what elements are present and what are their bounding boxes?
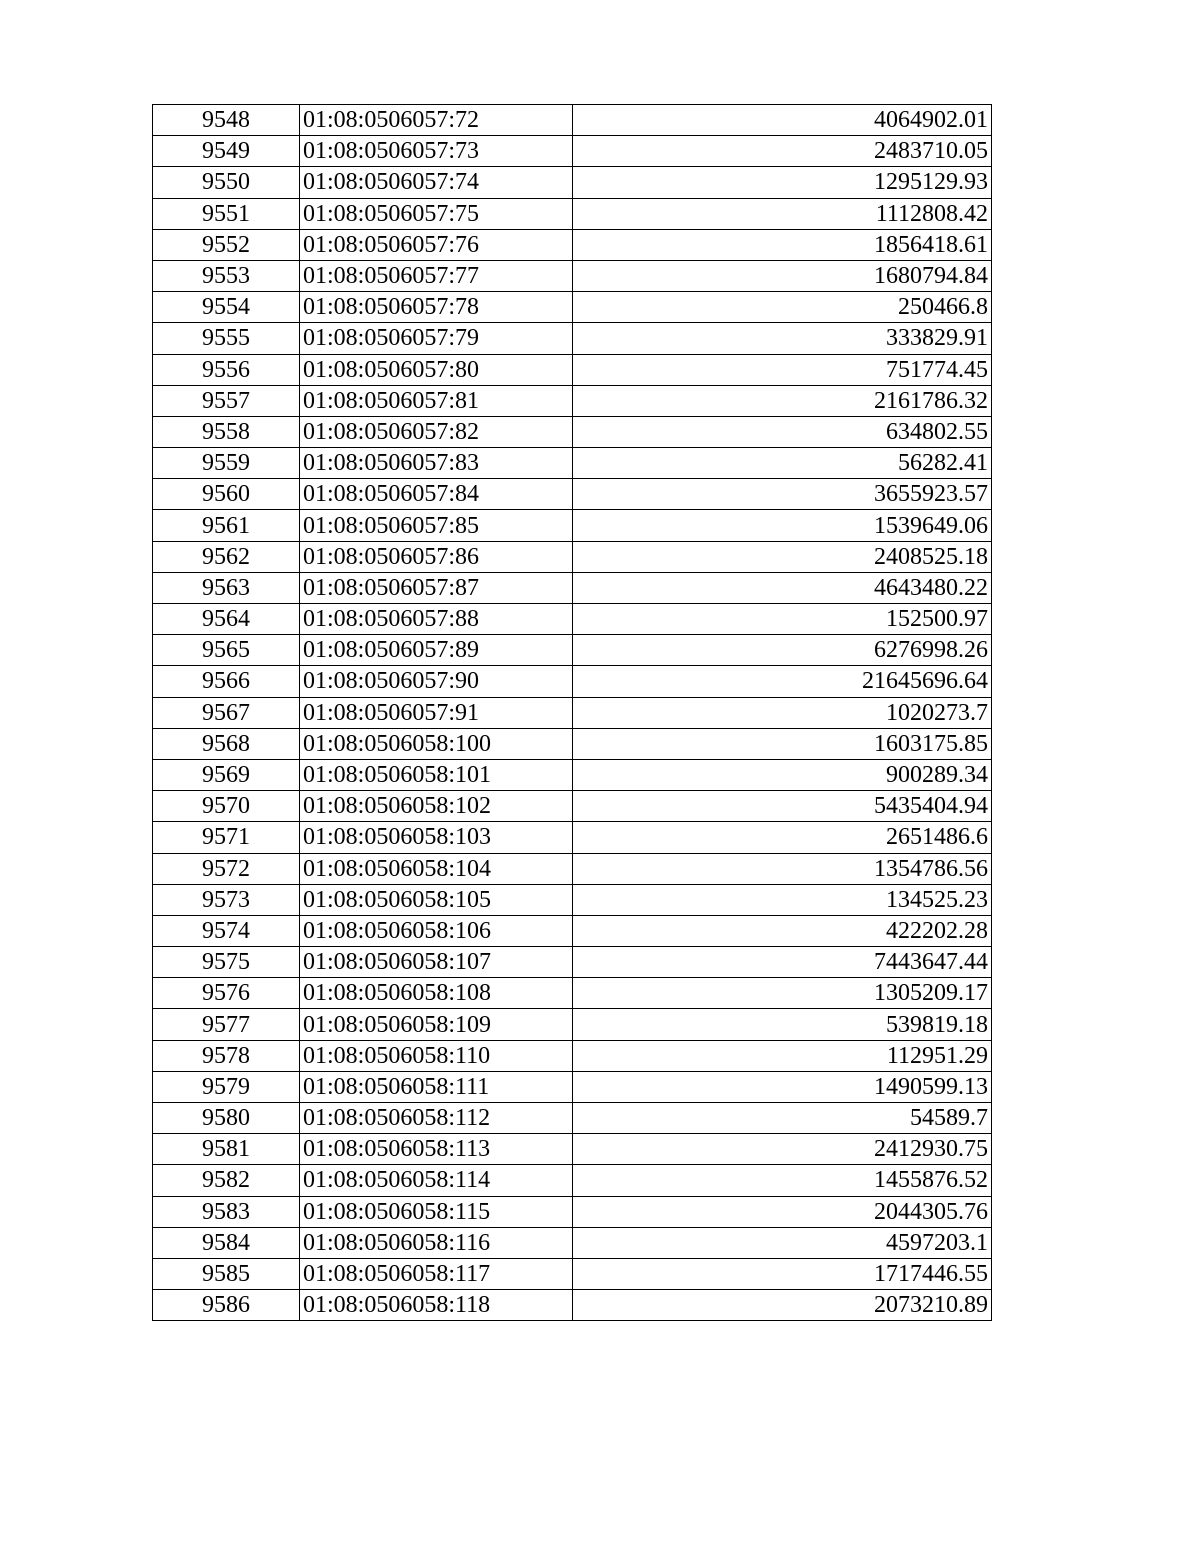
table-row xyxy=(153,385,992,416)
data-table xyxy=(152,104,992,1321)
value-cell: 2044305.76 xyxy=(573,1196,992,1227)
row-number-cell: 9586 xyxy=(153,1290,300,1321)
row-number-cell: 9578 xyxy=(153,1040,300,1071)
row-number-cell: 9582 xyxy=(153,1165,300,1196)
table-row xyxy=(153,167,992,198)
table-row xyxy=(153,915,992,946)
value-cell: 1680794.84 xyxy=(573,260,992,291)
table-row xyxy=(153,759,992,790)
row-number-cell: 9577 xyxy=(153,1009,300,1040)
value-cell: 2483710.05 xyxy=(573,136,992,167)
row-number-cell: 9568 xyxy=(153,728,300,759)
row-number-cell: 9562 xyxy=(153,541,300,572)
cadastral-number-cell: 01:08:0506057:82 xyxy=(300,416,573,447)
row-number-cell: 9565 xyxy=(153,635,300,666)
cadastral-number-cell: 01:08:0506057:83 xyxy=(300,448,573,479)
value-cell: 751774.45 xyxy=(573,354,992,385)
cadastral-number-cell: 01:08:0506058:112 xyxy=(300,1103,573,1134)
value-cell: 1490599.13 xyxy=(573,1071,992,1102)
table-row xyxy=(153,448,992,479)
row-number-cell: 9552 xyxy=(153,229,300,260)
value-cell: 152500.97 xyxy=(573,604,992,635)
row-number-cell: 9569 xyxy=(153,759,300,790)
value-cell: 7443647.44 xyxy=(573,947,992,978)
row-number-cell: 9559 xyxy=(153,448,300,479)
value-cell: 1539649.06 xyxy=(573,510,992,541)
value-cell: 3655923.57 xyxy=(573,479,992,510)
table-row xyxy=(153,978,992,1009)
table-row xyxy=(153,323,992,354)
table-row xyxy=(153,105,992,136)
cadastral-number-cell: 01:08:0506058:117 xyxy=(300,1258,573,1289)
cadastral-number-cell: 01:08:0506058:103 xyxy=(300,822,573,853)
value-cell: 1305209.17 xyxy=(573,978,992,1009)
table-row xyxy=(153,416,992,447)
cadastral-number-cell: 01:08:0506058:105 xyxy=(300,884,573,915)
row-number-cell: 9579 xyxy=(153,1071,300,1102)
value-cell: 2651486.6 xyxy=(573,822,992,853)
value-cell: 1112808.42 xyxy=(573,198,992,229)
table-row xyxy=(153,947,992,978)
row-number-cell: 9549 xyxy=(153,136,300,167)
row-number-cell: 9553 xyxy=(153,260,300,291)
cadastral-number-cell: 01:08:0506058:115 xyxy=(300,1196,573,1227)
cadastral-number-cell: 01:08:0506057:85 xyxy=(300,510,573,541)
value-cell: 422202.28 xyxy=(573,915,992,946)
value-cell: 539819.18 xyxy=(573,1009,992,1040)
value-cell: 1856418.61 xyxy=(573,229,992,260)
row-number-cell: 9573 xyxy=(153,884,300,915)
row-number-cell: 9548 xyxy=(153,105,300,136)
row-number-cell: 9563 xyxy=(153,572,300,603)
value-cell: 1354786.56 xyxy=(573,853,992,884)
table-row xyxy=(153,853,992,884)
table-row xyxy=(153,697,992,728)
cadastral-number-cell: 01:08:0506058:109 xyxy=(300,1009,573,1040)
table-row xyxy=(153,666,992,697)
value-cell: 5435404.94 xyxy=(573,791,992,822)
row-number-cell: 9585 xyxy=(153,1258,300,1289)
cadastral-number-cell: 01:08:0506057:74 xyxy=(300,167,573,198)
table-row xyxy=(153,1196,992,1227)
value-cell: 112951.29 xyxy=(573,1040,992,1071)
cadastral-number-cell: 01:08:0506057:80 xyxy=(300,354,573,385)
row-number-cell: 9560 xyxy=(153,479,300,510)
row-number-cell: 9574 xyxy=(153,915,300,946)
value-cell: 2073210.89 xyxy=(573,1290,992,1321)
row-number-cell: 9550 xyxy=(153,167,300,198)
table-row xyxy=(153,198,992,229)
table-row xyxy=(153,292,992,323)
value-cell: 6276998.26 xyxy=(573,635,992,666)
value-cell: 333829.91 xyxy=(573,323,992,354)
cadastral-number-cell: 01:08:0506058:106 xyxy=(300,915,573,946)
cadastral-number-cell: 01:08:0506057:73 xyxy=(300,136,573,167)
cadastral-number-cell: 01:08:0506057:86 xyxy=(300,541,573,572)
cadastral-number-cell: 01:08:0506058:114 xyxy=(300,1165,573,1196)
table-row xyxy=(153,136,992,167)
cadastral-number-cell: 01:08:0506057:78 xyxy=(300,292,573,323)
row-number-cell: 9558 xyxy=(153,416,300,447)
cadastral-number-cell: 01:08:0506057:88 xyxy=(300,604,573,635)
row-number-cell: 9557 xyxy=(153,385,300,416)
value-cell: 1455876.52 xyxy=(573,1165,992,1196)
value-cell: 4597203.1 xyxy=(573,1227,992,1258)
table-row xyxy=(153,572,992,603)
cadastral-number-cell: 01:08:0506057:77 xyxy=(300,260,573,291)
cadastral-number-cell: 01:08:0506057:81 xyxy=(300,385,573,416)
value-cell: 250466.8 xyxy=(573,292,992,323)
row-number-cell: 9556 xyxy=(153,354,300,385)
cadastral-number-cell: 01:08:0506057:76 xyxy=(300,229,573,260)
value-cell: 56282.41 xyxy=(573,448,992,479)
cadastral-number-cell: 01:08:0506057:79 xyxy=(300,323,573,354)
cadastral-number-cell: 01:08:0506058:116 xyxy=(300,1227,573,1258)
cadastral-number-cell: 01:08:0506058:102 xyxy=(300,791,573,822)
row-number-cell: 9576 xyxy=(153,978,300,1009)
row-number-cell: 9584 xyxy=(153,1227,300,1258)
row-number-cell: 9572 xyxy=(153,853,300,884)
table-row xyxy=(153,1009,992,1040)
cadastral-number-cell: 01:08:0506058:118 xyxy=(300,1290,573,1321)
cadastral-number-cell: 01:08:0506058:111 xyxy=(300,1071,573,1102)
table-row xyxy=(153,822,992,853)
cadastral-number-cell: 01:08:0506057:75 xyxy=(300,198,573,229)
table-row xyxy=(153,635,992,666)
table-row xyxy=(153,728,992,759)
value-cell: 1603175.85 xyxy=(573,728,992,759)
cadastral-number-cell: 01:08:0506057:72 xyxy=(300,105,573,136)
table-row xyxy=(153,1290,992,1321)
table-row xyxy=(153,1258,992,1289)
value-cell: 4064902.01 xyxy=(573,105,992,136)
cadastral-number-cell: 01:08:0506057:90 xyxy=(300,666,573,697)
table-row xyxy=(153,541,992,572)
row-number-cell: 9567 xyxy=(153,697,300,728)
value-cell: 2161786.32 xyxy=(573,385,992,416)
table-row xyxy=(153,1040,992,1071)
cadastral-number-cell: 01:08:0506058:113 xyxy=(300,1134,573,1165)
cadastral-number-cell: 01:08:0506058:110 xyxy=(300,1040,573,1071)
table-row xyxy=(153,604,992,635)
value-cell: 21645696.64 xyxy=(573,666,992,697)
row-number-cell: 9564 xyxy=(153,604,300,635)
table-row xyxy=(153,791,992,822)
cadastral-number-cell: 01:08:0506058:100 xyxy=(300,728,573,759)
row-number-cell: 9581 xyxy=(153,1134,300,1165)
row-number-cell: 9551 xyxy=(153,198,300,229)
value-cell: 4643480.22 xyxy=(573,572,992,603)
table-body xyxy=(153,105,992,1321)
row-number-cell: 9580 xyxy=(153,1103,300,1134)
cadastral-number-cell: 01:08:0506058:101 xyxy=(300,759,573,790)
table-row xyxy=(153,1165,992,1196)
cadastral-number-cell: 01:08:0506057:87 xyxy=(300,572,573,603)
row-number-cell: 9571 xyxy=(153,822,300,853)
value-cell: 134525.23 xyxy=(573,884,992,915)
value-cell: 2408525.18 xyxy=(573,541,992,572)
table-row xyxy=(153,510,992,541)
table-row xyxy=(153,884,992,915)
row-number-cell: 9554 xyxy=(153,292,300,323)
cadastral-number-cell: 01:08:0506057:89 xyxy=(300,635,573,666)
value-cell: 2412930.75 xyxy=(573,1134,992,1165)
row-number-cell: 9570 xyxy=(153,791,300,822)
value-cell: 900289.34 xyxy=(573,759,992,790)
table-row xyxy=(153,1134,992,1165)
value-cell: 1717446.55 xyxy=(573,1258,992,1289)
table-row xyxy=(153,479,992,510)
value-cell: 1020273.7 xyxy=(573,697,992,728)
cadastral-number-cell: 01:08:0506057:84 xyxy=(300,479,573,510)
value-cell: 634802.55 xyxy=(573,416,992,447)
cadastral-number-cell: 01:08:0506057:91 xyxy=(300,697,573,728)
row-number-cell: 9555 xyxy=(153,323,300,354)
cadastral-number-cell: 01:08:0506058:108 xyxy=(300,978,573,1009)
cadastral-number-cell: 01:08:0506058:107 xyxy=(300,947,573,978)
table-row xyxy=(153,260,992,291)
row-number-cell: 9566 xyxy=(153,666,300,697)
row-number-cell: 9575 xyxy=(153,947,300,978)
value-cell: 54589.7 xyxy=(573,1103,992,1134)
row-number-cell: 9561 xyxy=(153,510,300,541)
value-cell: 1295129.93 xyxy=(573,167,992,198)
table-row xyxy=(153,1103,992,1134)
table-row xyxy=(153,354,992,385)
table-row xyxy=(153,1071,992,1102)
table-row xyxy=(153,1227,992,1258)
cadastral-number-cell: 01:08:0506058:104 xyxy=(300,853,573,884)
table-row xyxy=(153,229,992,260)
row-number-cell: 9583 xyxy=(153,1196,300,1227)
